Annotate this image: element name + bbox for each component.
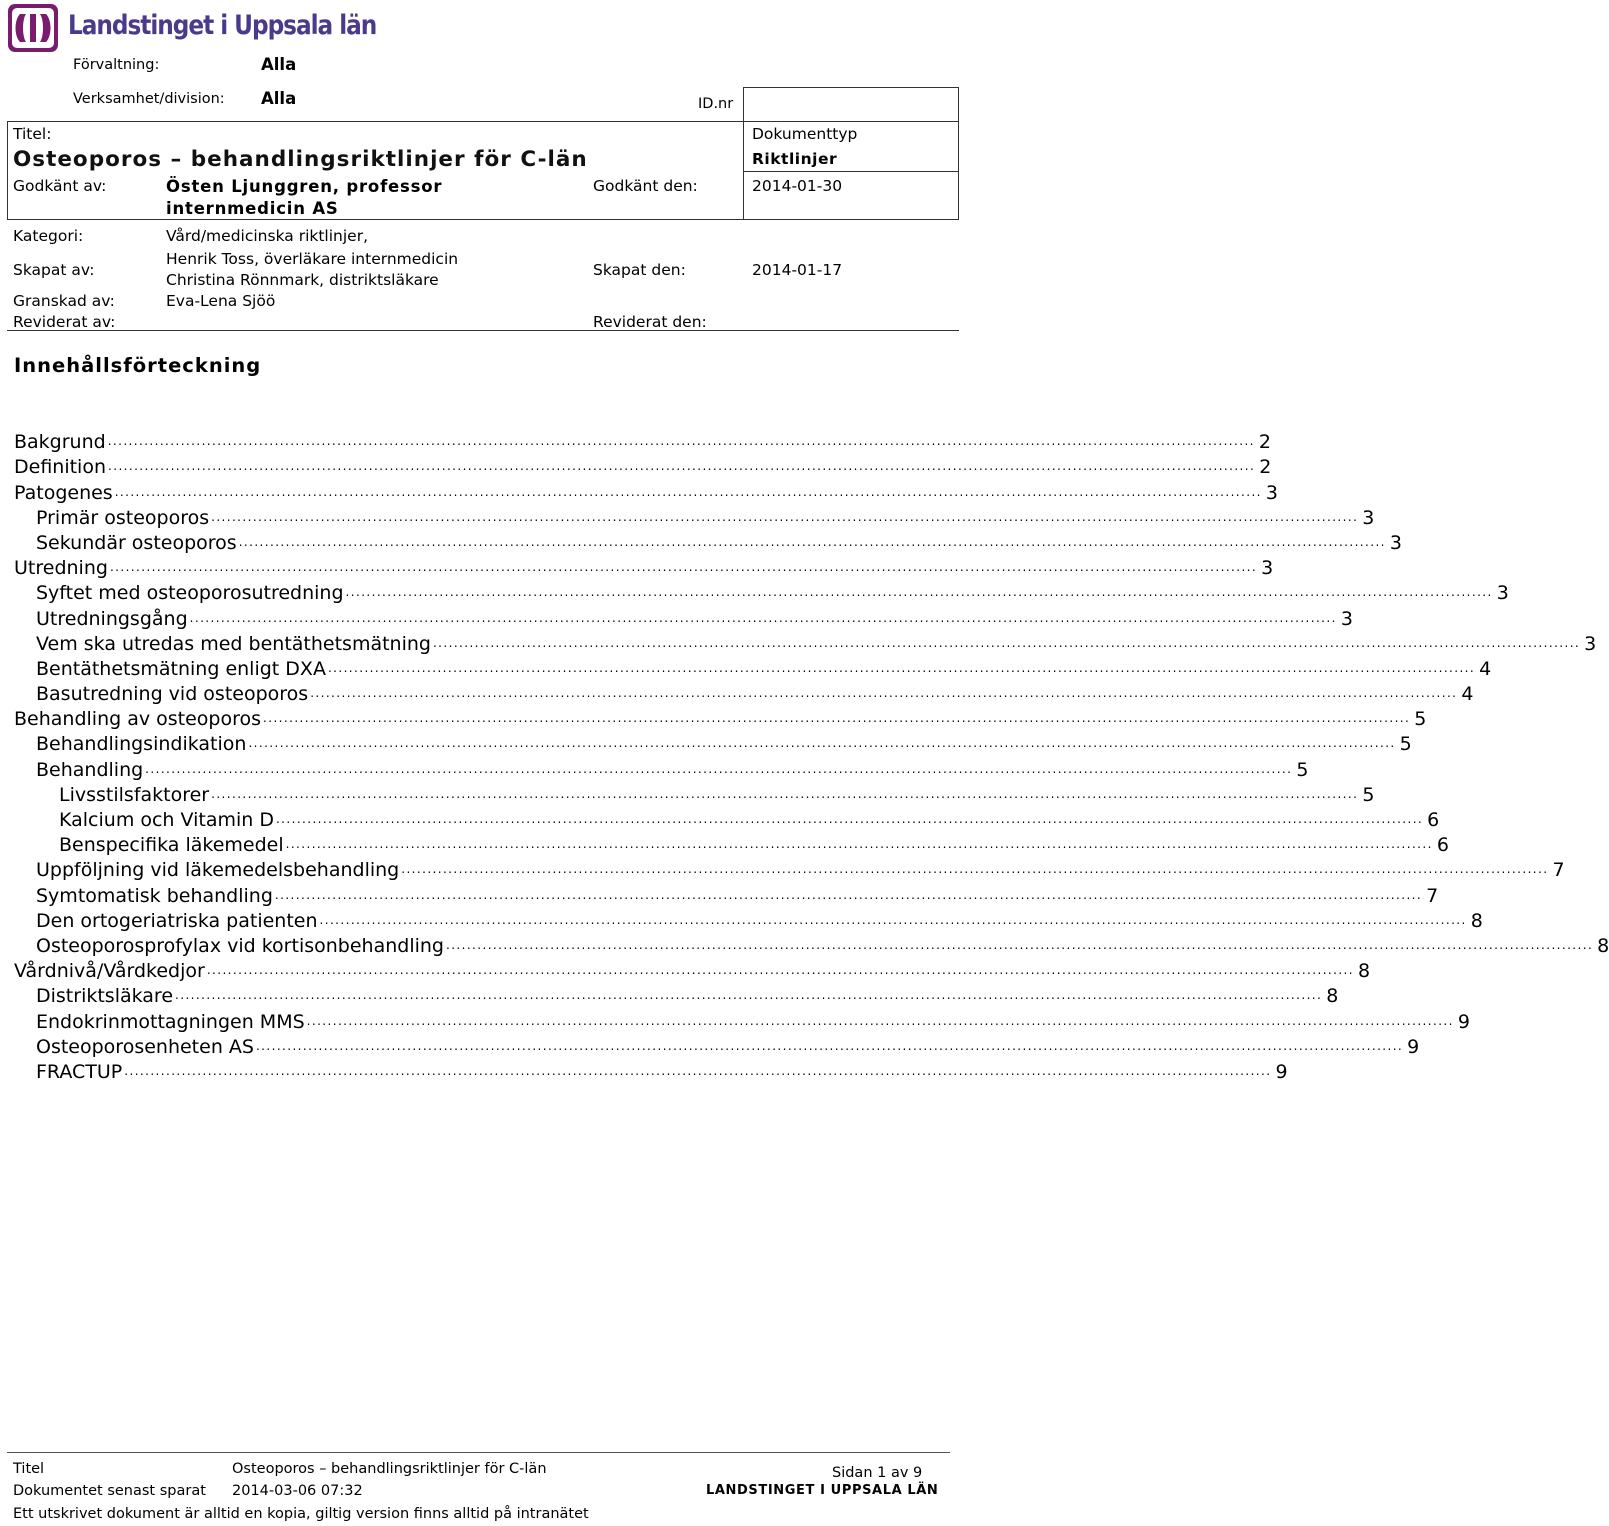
skapat-den-label: Skapat den: bbox=[593, 261, 686, 279]
dokumenttyp-separator bbox=[743, 171, 959, 172]
toc-entry-title: Den ortogeriatriska patienten bbox=[36, 909, 318, 932]
toc-entry[interactable] bbox=[14, 680, 1474, 706]
toc-entry-title: Distriktsläkare bbox=[36, 985, 174, 1008]
godkant-av-line1: Östen Ljunggren, professor bbox=[166, 177, 443, 196]
granskad-av-value: Eva-Lena Sjöö bbox=[166, 292, 276, 310]
toc-entry-page: 2 bbox=[1258, 431, 1271, 454]
verksamhet-label: Verksamhet/division: bbox=[73, 91, 225, 107]
toc-entry[interactable] bbox=[14, 604, 1353, 630]
idnr-box-right bbox=[958, 87, 959, 220]
toc-dot-leader: ............................................................................................................................................................................................................................ bbox=[310, 686, 1458, 701]
toc-dot-leader: ............................................................................................................................................................................................................................ bbox=[445, 937, 1594, 952]
logo-text: Landstinget i Uppsala län bbox=[68, 10, 377, 41]
toc-entry[interactable] bbox=[14, 831, 1449, 857]
meta-top-border bbox=[7, 121, 959, 122]
toc-entry-page: 8 bbox=[1597, 934, 1609, 957]
kategori-label: Kategori: bbox=[13, 227, 84, 245]
toc-entry[interactable] bbox=[14, 907, 1483, 932]
toc-dot-leader: ............................................................................................................................................................................................................................ bbox=[145, 761, 1293, 776]
footer-separator bbox=[7, 1452, 950, 1453]
godkant-den-value: 2014-01-30 bbox=[752, 177, 843, 195]
toc-entry-page: 3 bbox=[1261, 557, 1274, 580]
toc-entry-title: Vem ska utredas med bentäthetsmätning bbox=[36, 632, 431, 655]
skapat-den-value: 2014-01-17 bbox=[752, 261, 843, 279]
toc-dot-leader: ............................................................................................................................................................................................................................ bbox=[107, 434, 1255, 449]
toc-entry-title: Bakgrund bbox=[14, 431, 106, 454]
toc-entry[interactable] bbox=[14, 1058, 1288, 1083]
toc-entry[interactable] bbox=[14, 1007, 1470, 1033]
toc-entry-page: 7 bbox=[1426, 884, 1439, 907]
toc-dot-leader: ............................................................................................................................................................................................................................ bbox=[175, 988, 1323, 1003]
toc-entry-page: 9 bbox=[1275, 1060, 1288, 1083]
toc-dot-leader: ............................................................................................................................................................................................................................ bbox=[319, 912, 1467, 927]
toc-entry-title: Osteoporosenheten AS bbox=[36, 1035, 254, 1058]
dokumenttyp-label: Dokumenttyp bbox=[752, 125, 858, 143]
footer-titel-value: Osteoporos – behandlingsriktlinjer för C-län bbox=[232, 1461, 547, 1477]
toc-entry[interactable] bbox=[14, 655, 1492, 680]
footer-saved-value: 2014-03-06 07:32 bbox=[232, 1483, 363, 1499]
toc-entry-page: 8 bbox=[1358, 960, 1371, 983]
toc-entry-page: 3 bbox=[1496, 582, 1509, 605]
toc-entry[interactable] bbox=[14, 478, 1278, 504]
toc-dot-leader: ............................................................................................................................................................................................................................ bbox=[274, 887, 1423, 902]
skapat-av-label: Skapat av: bbox=[13, 261, 95, 279]
toc-entry[interactable] bbox=[14, 529, 1402, 554]
toc-entry[interactable] bbox=[14, 428, 1271, 454]
toc-entry-title: Behandling bbox=[36, 758, 144, 781]
toc-dot-leader: ............................................................................................................................................................................................................................ bbox=[255, 1038, 1404, 1053]
toc-entry[interactable] bbox=[14, 982, 1339, 1008]
toc-entry-page: 3 bbox=[1362, 506, 1375, 529]
footer-titel-label: Titel bbox=[13, 1461, 45, 1477]
reviderat-den-label: Reviderat den: bbox=[593, 313, 707, 331]
toc-dot-leader: ............................................................................................................................................................................................................................ bbox=[285, 837, 1433, 852]
toc-entry-title: Sekundär osteoporos bbox=[36, 531, 237, 554]
toc-dot-leader: ............................................................................................................................................................................................................................ bbox=[327, 660, 1476, 675]
toc-entry-page: 5 bbox=[1362, 783, 1375, 806]
idnr-label: ID.nr bbox=[698, 96, 734, 112]
toc-entry-title: Symtomatisk behandling bbox=[36, 884, 273, 907]
table-of-contents bbox=[14, 428, 1609, 1083]
toc-entry-page: 4 bbox=[1461, 683, 1474, 706]
forvaltning-label: Förvaltning: bbox=[73, 57, 160, 73]
dokumenttyp-value: Riktlinjer bbox=[752, 150, 838, 168]
toc-dot-leader: ............................................................................................................................................................................................................................ bbox=[124, 1063, 1272, 1078]
toc-entry-title: Syftet med osteoporosutredning bbox=[36, 582, 344, 605]
toc-dot-leader: ............................................................................................................................................................................................................................ bbox=[345, 585, 1493, 600]
toc-entry-title: Vårdnivå/Vårdkedjor bbox=[14, 960, 205, 983]
forvaltning-value: Alla bbox=[261, 55, 297, 74]
kategori-value: Vård/medicinska riktlinjer, bbox=[166, 227, 369, 245]
toc-entry-title: FRACTUP bbox=[36, 1060, 123, 1083]
toc-entry-page: 3 bbox=[1584, 632, 1597, 655]
idnr-box-left bbox=[743, 87, 744, 220]
toc-dot-leader: ............................................................................................................................................................................................................................ bbox=[263, 711, 1411, 726]
reviderat-av-label: Reviderat av: bbox=[13, 313, 116, 331]
toc-entry[interactable] bbox=[14, 453, 1272, 479]
granskad-av-label: Granskad av: bbox=[13, 292, 115, 310]
toc-entry-title: Basutredning vid osteoporos bbox=[36, 683, 309, 706]
toc-entry-page: 3 bbox=[1389, 531, 1402, 554]
toc-entry-page: 5 bbox=[1414, 708, 1427, 731]
toc-entry[interactable] bbox=[14, 630, 1597, 655]
toc-entry[interactable] bbox=[14, 554, 1274, 580]
godkant-av-line2: internmedicin AS bbox=[166, 199, 339, 218]
verksamhet-value: Alla bbox=[261, 89, 297, 108]
toc-entry-title: Utredningsgång bbox=[36, 607, 188, 630]
meta-left-border bbox=[7, 121, 8, 220]
toc-entry[interactable] bbox=[14, 705, 1427, 731]
skapat-av-line1: Henrik Toss, överläkare internmedicin bbox=[166, 250, 459, 268]
toc-entry-page: 8 bbox=[1326, 985, 1339, 1008]
footer-disclaimer: Ett utskrivet dokument är alltid en kopia, giltig version finns alltid på intranätet bbox=[13, 1506, 589, 1522]
footer-page-info: Sidan 1 av 9 bbox=[832, 1465, 923, 1481]
idnr-box-top bbox=[743, 87, 959, 88]
landstinget-logo-icon bbox=[8, 4, 58, 52]
titel-label: Titel: bbox=[13, 125, 52, 143]
toc-dot-leader: ............................................................................................................................................................................................................................ bbox=[238, 534, 1386, 549]
toc-entry-page: 6 bbox=[1436, 834, 1449, 857]
toc-entry-title: Definition bbox=[14, 456, 107, 479]
toc-entry[interactable] bbox=[14, 881, 1439, 907]
toc-heading: Innehållsförteckning bbox=[14, 354, 262, 377]
meta-bottom-border bbox=[7, 330, 959, 331]
toc-entry[interactable] bbox=[14, 730, 1412, 756]
toc-entry[interactable] bbox=[14, 856, 1565, 882]
toc-entry-title: Benspecifika läkemedel bbox=[59, 834, 284, 857]
toc-dot-leader: ............................................................................................................................................................................................................................ bbox=[432, 635, 1581, 650]
toc-entry-title: Patogenes bbox=[14, 481, 113, 504]
toc-dot-leader: ............................................................................................................................................................................................................................ bbox=[211, 509, 1359, 524]
toc-entry-page: 5 bbox=[1399, 733, 1412, 756]
toc-entry-page: 9 bbox=[1407, 1035, 1420, 1058]
toc-entry-page: 7 bbox=[1552, 859, 1565, 882]
godkant-den-label: Godkänt den: bbox=[593, 177, 698, 195]
toc-entry-page: 8 bbox=[1470, 909, 1483, 932]
toc-entry-title: Osteoporosprofylax vid kortisonbehandling bbox=[36, 934, 444, 957]
toc-dot-leader: ............................................................................................................................................................................................................................ bbox=[189, 610, 1337, 625]
meta-mid-border bbox=[7, 219, 959, 220]
toc-entry-title: Utredning bbox=[14, 557, 108, 580]
toc-entry[interactable] bbox=[14, 781, 1375, 806]
toc-entry-title: Uppföljning vid läkemedelsbehandling bbox=[36, 859, 400, 882]
toc-entry-page: 3 bbox=[1265, 481, 1278, 504]
toc-dot-leader: ............................................................................................................................................................................................................................ bbox=[114, 484, 1262, 499]
toc-entry[interactable] bbox=[14, 1033, 1420, 1058]
toc-entry[interactable] bbox=[14, 957, 1371, 983]
toc-entry[interactable] bbox=[14, 579, 1509, 605]
toc-entry[interactable] bbox=[14, 504, 1375, 529]
toc-dot-leader: ............................................................................................................................................................................................................................ bbox=[306, 1013, 1454, 1028]
godkant-av-label: Godkänt av: bbox=[13, 177, 107, 195]
toc-entry-title: Bentäthetsmätning enligt DXA bbox=[36, 657, 326, 680]
toc-dot-leader: ............................................................................................................................................................................................................................ bbox=[211, 786, 1359, 801]
toc-entry-title: Kalcium och Vitamin D bbox=[59, 809, 274, 831]
toc-entry-title: Livsstilsfaktorer bbox=[59, 783, 210, 806]
toc-entry-title: Behandling av osteoporos bbox=[14, 708, 262, 731]
toc-entry[interactable] bbox=[14, 806, 1440, 831]
toc-entry-title: Behandlingsindikation bbox=[36, 733, 247, 756]
toc-entry-page: 4 bbox=[1479, 657, 1492, 680]
toc-entry-page: 3 bbox=[1340, 607, 1353, 630]
toc-dot-leader: ............................................................................................................................................................................................................................ bbox=[248, 736, 1396, 751]
toc-dot-leader: ............................................................................................................................................................................................................................ bbox=[108, 459, 1256, 474]
toc-entry-page: 5 bbox=[1296, 758, 1309, 781]
toc-entry-page: 9 bbox=[1457, 1010, 1470, 1033]
toc-dot-leader: ............................................................................................................................................................................................................................ bbox=[401, 862, 1549, 877]
footer-org-name: LANDSTINGET I UPPSALA LÄN bbox=[706, 1483, 939, 1498]
toc-dot-leader: ............................................................................................................................................................................................................................ bbox=[206, 963, 1354, 978]
toc-entry-page: 6 bbox=[1427, 809, 1440, 831]
toc-entry[interactable] bbox=[14, 755, 1309, 781]
toc-entry-title: Endokrinmottagningen MMS bbox=[36, 1010, 305, 1033]
toc-entry[interactable] bbox=[14, 932, 1609, 957]
skapat-av-line2: Christina Rönnmark, distriktsläkare bbox=[166, 271, 439, 289]
toc-entry-page: 2 bbox=[1259, 456, 1272, 479]
toc-dot-leader: ............................................................................................................................................................................................................................ bbox=[109, 560, 1258, 575]
toc-entry-title: Primär osteoporos bbox=[36, 506, 210, 529]
toc-dot-leader: ............................................................................................................................................................................................................................ bbox=[275, 812, 1424, 826]
footer-saved-label: Dokumentet senast sparat bbox=[13, 1483, 206, 1499]
document-title: Osteoporos – behandlingsriktlinjer för C-län bbox=[13, 147, 588, 172]
